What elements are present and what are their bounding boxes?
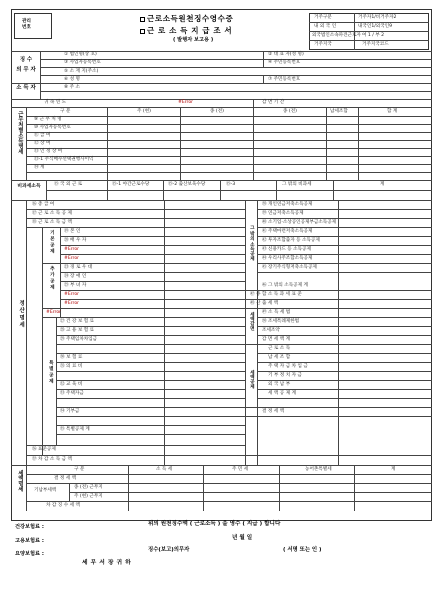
tax-header-rural: 농어촌특별세: [305, 467, 332, 472]
calc-standard-deduction: ㊱ 표준공제: [32, 447, 56, 452]
mgmt-number-label: 관리 번호: [22, 19, 31, 31]
form-subtitle: ( 발행자 보고용 ): [173, 37, 214, 43]
calc-section-label: 정 산 명 세: [18, 300, 25, 328]
income-row-stock-option: ⑬-1 주식매수선택권행사이익: [34, 157, 94, 162]
calc-basic-deduction-label: 기 본 공 제: [49, 230, 55, 254]
income-row-deemed-bonus: ⑬ 인 정 상 여: [34, 149, 63, 154]
calc-special-total: ㉟ 특별공제 계: [60, 427, 90, 432]
form-title-1: 근로소득원천징수영수증: [140, 13, 233, 24]
calc-credit-earned: 근 로 소 득: [268, 346, 291, 351]
income-header-total: 합 계: [387, 109, 398, 114]
calc-multi-child: #Error: [46, 310, 62, 315]
income-header-union: 납세조합: [330, 109, 348, 114]
calc-housing-loan: ㉙ 주택임차차입금: [60, 337, 98, 342]
calc-reduction-total: 감 면 세 액 계: [262, 337, 291, 342]
tax-row-current-work: 주 (현) 근무지: [74, 494, 103, 499]
calc-tax-treaty: 조세조약: [262, 328, 280, 333]
calc-special-deduction-label: 특 별 공 제: [48, 360, 54, 384]
footer-employment-insurance: 고용보험료 :: [15, 538, 44, 544]
reduction-period-label: 감 면 기 간: [262, 100, 285, 105]
tax-row-prepaid: 기납부세액: [34, 488, 57, 493]
calc-income-tax-law: ㊾ 소 득 세 법: [262, 310, 291, 315]
calc-net-income: ㊲ 차 감 소 득 금 액: [32, 457, 72, 462]
calc-medical: ㉛ 의 료 비: [60, 364, 83, 369]
payer-bizno-label: ③ 사업자등록번호: [64, 60, 101, 65]
payer-rep-label: ② 대 표 자(성 명): [268, 52, 304, 57]
footer-date: 년 월 일: [232, 535, 253, 541]
calc-education: ㉜ 교 육 비: [60, 382, 83, 387]
calc-employment-insurance: ㉘ 고 용 보 험 료: [60, 328, 95, 333]
calc-woman: ㉕ 부 녀 자: [64, 283, 87, 288]
calc-credit-label: 세액공제: [249, 370, 255, 389]
calc-housing-fund: ㉝ 주택자금: [60, 391, 84, 396]
calc-child-1: #Error: [64, 292, 80, 297]
earner-name-label: ⑥ 성 명: [64, 77, 80, 82]
calc-earned-amount: ⑱ 근 로 소 득 금 액: [32, 220, 72, 225]
calc-child-2: #Error: [64, 301, 80, 306]
footer-care-insurance: 요양보험료 :: [15, 551, 44, 557]
calc-insurance: ㉚ 보 험 료: [60, 355, 83, 360]
residence-country-value: 거주지국코드: [362, 42, 389, 47]
calc-credit-foreign: 외 국 납 부: [268, 382, 291, 387]
calc-personal-pension: ㊳ 개인연금저축소득공제: [262, 202, 313, 207]
calc-dependent-2: #Error: [64, 256, 80, 261]
calc-credit-union: 납 세 조 합: [268, 355, 291, 360]
residence-country-label: 거주지국: [314, 42, 332, 47]
earner-addr-label: ⑧ 주 소: [64, 85, 80, 90]
period-label: 귀 속 연 도: [44, 100, 67, 105]
calc-disabled: ㉔ 장 애 인: [64, 274, 87, 279]
earner-section-label: 소 득 자: [16, 85, 36, 91]
dispatch-label: 외국법인소속파견근로자: [312, 33, 361, 38]
calc-special-tax-law: ㊿ 조세특례제한법: [262, 319, 300, 324]
footer-payer-title: 징수(보고)의무자: [148, 547, 190, 553]
calc-other-total: ㊻ 그 밖의 소득공제 계: [262, 283, 308, 288]
period-value: #Error: [178, 100, 194, 105]
tax-header-income: 소 득 세: [156, 467, 173, 472]
calc-senior: ㉓ 경 로 우 대: [64, 265, 93, 270]
tax-header-type: 구 분: [74, 467, 85, 472]
mgmt-number-box: [14, 13, 52, 39]
payer-resno-label: ④ 주민등록번호: [268, 60, 301, 65]
footer-statement: 위의 원천징수액 ( 근로소득 ) 을 영수 ( 지급 ) 합니다: [148, 521, 281, 527]
nontax-section-label: 비과세소득: [17, 184, 41, 189]
income-row-workplace: ⑨ 근 무 처 명: [34, 117, 62, 122]
tax-row-net: 차 감 징 수 세 액: [46, 503, 80, 508]
dispatch-value: 여 1 / 부 2: [362, 33, 385, 38]
income-header-type: 구 분: [60, 109, 71, 114]
calc-other-deduction-label: 그 밖의 소득공제: [249, 225, 255, 261]
calc-final-tax: 결 정 세 액: [262, 409, 285, 414]
tax-header-resident: 주 민 세: [232, 467, 249, 472]
form-title-2: 근 로 소 득 지 급 조 서: [140, 25, 232, 36]
calc-tax-base: ㊼ 종 합 소 득 과 세 표 준: [250, 292, 302, 297]
calc-dependent-1: #Error: [64, 247, 80, 252]
tax-section-label: 세액명세: [16, 470, 23, 492]
calc-housing-savings: ㊶ 주택마련저축소득공제: [262, 229, 313, 234]
tax-header-total: 계: [391, 467, 396, 472]
income-row-bonus: ⑫ 상 여: [34, 141, 51, 146]
calc-additional-deduction-label: 추 가 공 제: [49, 266, 55, 290]
income-section-label: 근무처별소득명세: [16, 111, 23, 155]
resident-value: 거주자1/비거주자2: [358, 15, 397, 20]
income-row-salary: ⑪ 급 여: [34, 133, 51, 138]
income-row-bizno: ⑩ 사업자등록번호: [34, 125, 71, 130]
checkbox-icon[interactable]: [140, 29, 145, 34]
nontax-header-other: 그 밖의 비과세: [282, 182, 312, 187]
calc-reduction-label: 세액감면: [249, 312, 255, 331]
income-row-total: ⑭ 계: [34, 165, 45, 170]
nontax-header-night: ⑮-1 야간근로수당: [112, 182, 150, 187]
footer-signature: ( 서명 또는 인 ): [283, 547, 322, 553]
nontax-header-research: ⑮-3: [226, 182, 236, 187]
calc-health-insurance: ㉗ 건 강 보 험 료: [60, 319, 95, 324]
resident-label: 거주구분: [314, 15, 332, 20]
calc-credit-total: 세 액 공 제 계: [268, 391, 297, 396]
nationality-value: 내국인1/외국인9: [358, 24, 393, 29]
income-header-prev1: 종 (전): [210, 109, 224, 114]
calc-computed-tax: ㊽ 산 출 세 액: [250, 301, 279, 306]
payer-name-label: ① 법인명(상 호): [64, 52, 97, 57]
calc-credit-political: 기 부 정 치 자 금: [268, 373, 302, 378]
calc-earned-deduction: ⑰ 근 로 소 득 공 제: [32, 211, 72, 216]
calc-small-biz: ㊵ 소기업·소상공인공제부금소득공제: [262, 220, 337, 225]
calc-investment-union: ㊷ 투자조합출자 등 소득공제: [262, 238, 320, 243]
calc-credit-housing: 주 택 자 금 차 입 금: [268, 364, 308, 369]
tax-row-final: 결 정 세 액: [54, 476, 77, 481]
calc-spouse: ⑳ 배 우 자: [64, 238, 87, 243]
calc-credit-card: ㊸ 신용카드 등 소득공제: [262, 247, 311, 252]
nontax-header-overseas: ⑮ 국 외 근 로: [54, 182, 83, 187]
footer-tax-office: 세 무 서 장 귀 하: [82, 560, 132, 566]
calc-pension-savings: ㊴ 연금저축소득공제: [262, 211, 304, 216]
payer-section-label: 징 수 의 무 자: [16, 57, 36, 74]
payer-addr-label: ⑤ 소 재 지(주소): [64, 69, 99, 74]
income-header-main: 주 (현): [137, 109, 151, 114]
nontax-header-childcare: ⑮-2 출산보육수당: [168, 182, 206, 187]
earner-resno-label: ⑦ 주민등록번호: [268, 77, 301, 82]
income-header-prev2: 종 (전): [283, 109, 297, 114]
calc-self: ⑲ 본 인: [64, 229, 81, 234]
calc-esop: ㊹ 우리사주조합소득공제: [262, 256, 313, 261]
calc-total-salary: ⑯ 총 급 여: [32, 202, 55, 207]
nontax-header-total: 계: [380, 182, 385, 187]
nationality-label: 내 외 국 인: [314, 24, 337, 29]
calc-donation: ㉞ 기부금: [60, 409, 80, 414]
calc-long-term-stock: ㊺ 장기주식형저축소득공제: [262, 265, 317, 270]
footer-health-insurance: 건강보험료 :: [15, 524, 44, 530]
tax-row-prev-work: 종 (전) 근무지: [74, 485, 103, 490]
checkbox-icon[interactable]: [140, 17, 145, 22]
